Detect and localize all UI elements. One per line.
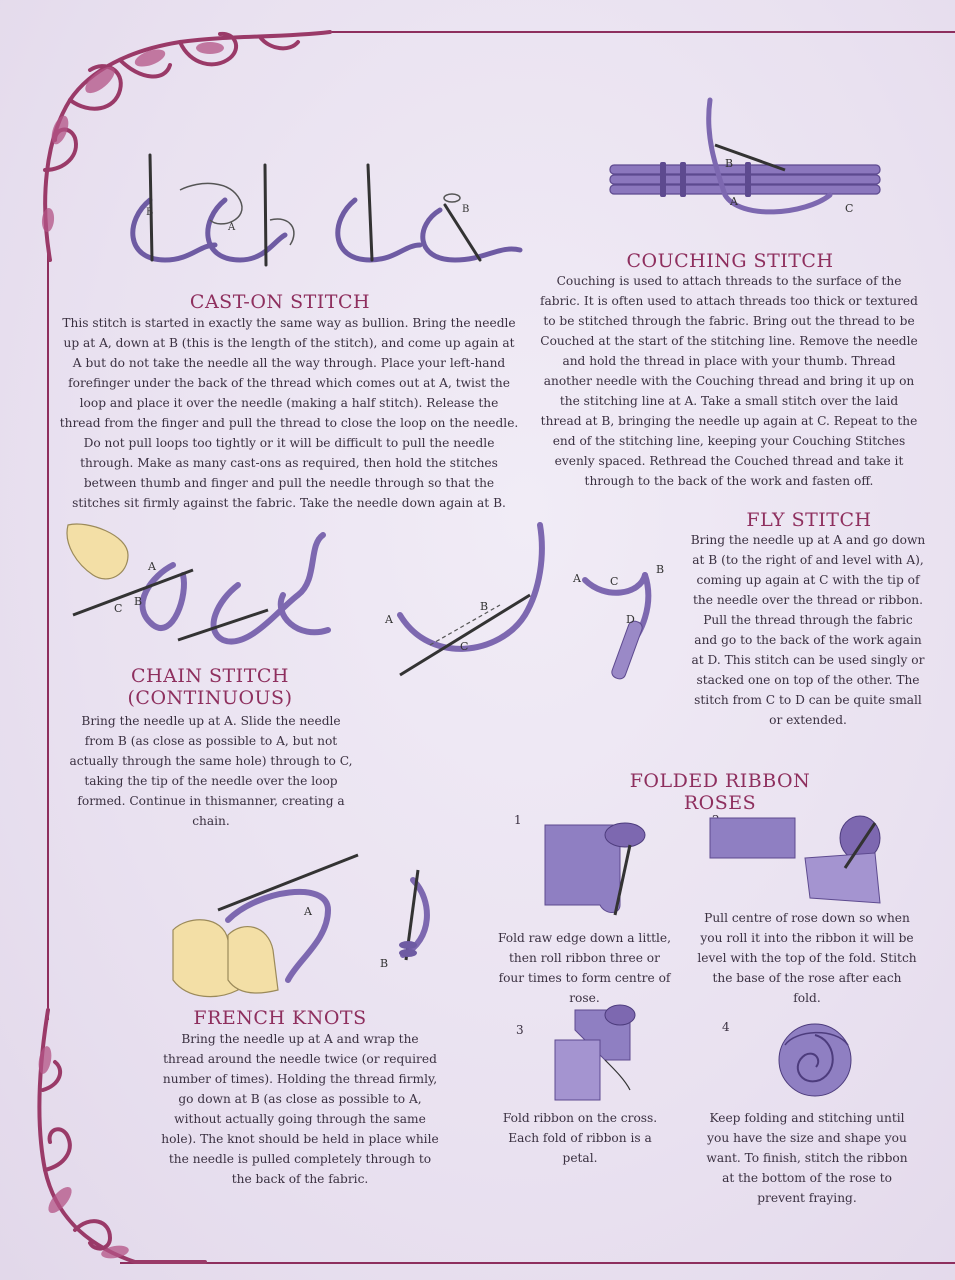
chain-title-line2: (CONTINUOUS): [127, 687, 293, 709]
rose-step-1-text: Fold raw edge down a little, then roll ribbon three or four times to form centre of rose.: [497, 931, 671, 1005]
couching-label-a: A: [730, 195, 738, 208]
fly-text: Bring the needle up at A and go down at B (to the right of and level with A), coming up again at C with the tip of the needle over the thread or ribbon. Pull the thread through the fabric and go to the back of the work again at D. This stitch can be used singly or stacked one on top of the other. The stitch from C to D can be quite small or extended.: [690, 533, 926, 727]
fly-label-d: D: [626, 613, 635, 626]
top-border-rule: [330, 31, 955, 33]
french-label-b: B: [380, 957, 389, 970]
cast-on-stitch-illustration: [120, 150, 530, 285]
fly-label-a-left: A: [385, 613, 393, 626]
left-border-rule: [47, 250, 49, 1020]
bottom-border-rule: [120, 1262, 955, 1264]
fly-label-a-right: A: [573, 572, 581, 585]
french-knots-illustration: [168, 840, 448, 1000]
fly-label-c-left: C: [460, 640, 469, 653]
rose-step-4-text: Keep folding and stitching until you have the size and shape you want. To finish, stitch the ribbon at the bottom of the rose to prevent fraying.: [706, 1111, 908, 1205]
fly-label-b-left: B: [480, 600, 489, 613]
rose-step-4-illustration: [760, 1015, 870, 1105]
chain-label-b: B: [134, 595, 143, 608]
chain-stitch-illustration: [58, 515, 358, 665]
french-label-a: A: [304, 905, 312, 918]
fly-label-b-right: B: [656, 563, 665, 576]
fly-stitch-illustration: [380, 515, 680, 695]
chain-label-c: C: [114, 602, 123, 615]
cast-on-label-b: B: [146, 207, 154, 218]
couching-label-c: C: [845, 202, 854, 215]
rose-step-3-number: 3: [516, 1023, 524, 1037]
couching-stitch-illustration: [605, 95, 885, 220]
rose-step-1-illustration: [540, 815, 670, 925]
french-knots-title: FRENCH KNOTS: [193, 1007, 367, 1029]
fly-label-c-right: C: [610, 575, 619, 588]
cast-on-title: CAST-ON STITCH: [189, 291, 371, 313]
chain-title-line1: CHAIN STITCH: [131, 665, 289, 687]
rose-step-2-text: Pull centre of rose down so when you roll it into the ribbon it will be level with the top of the fold. Stitch the base of the rose after each fold.: [697, 911, 917, 1005]
couching-label-b: B: [725, 157, 734, 170]
cast-on-text: This stitch is started in exactly the same way as bullion. Bring the needle up at A, down at B (this is the length of the stitch), and come up again at A but do not take the needle all the way through. Place your left-hand forefinger under the back of the thread which comes out at A, twist the loop and place it over the needle (making a half stitch). Release the thread from the finger and pull the thread to close the loop on the needle. Do not pull loops too tightly or it will be difficult to pull the needle through. Make as many cast-ons as required, then hold the stitches between thumb and finger and pull the needle through so that the stitches sit firmly against the fabric. Take the needle down again at B.: [59, 316, 519, 510]
couching-text: Couching is used to attach threads to the surface of the fabric. It is often used to attach threads too thick or textured to be stitched through the fabric. Bring out the thread to be Couched at the start of the stitching line. Remove the needle and hold the thread in place with your thumb. Thread another needle with the Couching thread and bring it up on the stitching line at A. Take a small stitch over the laid thread at B, bringing the needle up again at C. Repeat to the end of the stitching line, keeping your Couching Stitches evenly spaced. Rethread the Couched thread and take it through to the back of the work and fasten off.: [540, 274, 918, 488]
rose-step-4-number: 4: [722, 1020, 730, 1034]
rose-step-2-illustration: [705, 808, 905, 908]
rose-step-1-number: 1: [514, 813, 522, 827]
chain-text: Bring the needle up at A. Slide the needle from B (as close as possible to A, but not actually through the same hole) through to C, taking the tip of the needle over the loop formed. Continue in thismanner, creating a chain.: [69, 714, 353, 828]
roses-title: FOLDED RIBBON ROSES: [629, 770, 811, 814]
rose-step-3-illustration: [545, 1000, 655, 1105]
rose-step-3-text: Fold ribbon on the cross. Each fold of ribbon is a petal.: [502, 1111, 658, 1165]
cast-on-label-b-2: B: [462, 204, 470, 215]
french-knots-text: Bring the needle up at A and wrap the thread around the needle twice (or required number of times). Holding the thread firmly, go down at B (as close as possible to A, without actually going through the same hole). The knot should be held in place while the needle is pulled completely through to the back of the fabric.: [161, 1032, 439, 1186]
couching-title: COUCHING STITCH: [626, 250, 834, 272]
cast-on-label-a: A: [228, 222, 236, 233]
chain-label-a: A: [148, 560, 156, 573]
fly-title: FLY STITCH: [746, 509, 872, 531]
